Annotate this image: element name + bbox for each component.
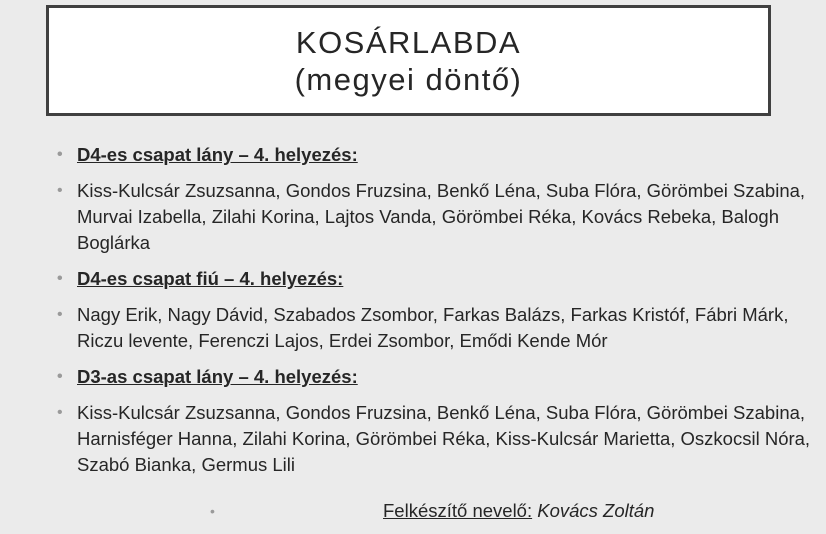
players-d3-girls: • Kiss-Kulcsár Zsuzsanna, Gondos Fruzsina, Benkő Léna, Suba Flóra, Görömbei Szabina, Harnisféger Hanna, Zilahi Korina, Görömbei Réka, Kiss-Kulcsár Marietta, Oszkocsil Nóra, Szabó Bianka, Germus Lili [57,400,817,478]
coach-label: Felkészítő nevelő: [383,500,533,521]
bullet-icon: • [210,503,215,519]
page-title: KOSÁRLABDA [295,24,522,60]
players-d4-girls: • Kiss-Kulcsár Zsuzsanna, Gondos Fruzsina, Benkő Léna, Suba Flóra, Görömbei Szabina, Murvai Izabella, Zilahi Korina, Lajtos Vanda, Görömbei Réka, Kovács Rebeka, Balogh Boglárka [57,178,817,256]
section-heading-d4-girls: • D4-es csapat lány – 4. helyezés: [57,142,817,168]
coach-name: Kovács Zoltán [537,500,655,521]
results-list [57,142,817,488]
title-box [46,5,771,116]
page-subtitle: (megyei döntő) [294,61,523,97]
coach-footer [210,498,810,524]
section-heading-d3-girls: • D3-as csapat lány – 4. helyezés: [57,364,817,390]
coach-line [383,498,654,524]
players-d4-boys: • Nagy Erik, Nagy Dávid, Szabados Zsombor, Farkas Balázs, Farkas Kristóf, Fábri Márk, Riczu levente, Ferenczi Lajos, Erdei Zsombor, Emődi Kende Mór [57,302,817,354]
section-heading-d4-boys: • D4-es csapat fiú – 4. helyezés: [57,266,817,292]
